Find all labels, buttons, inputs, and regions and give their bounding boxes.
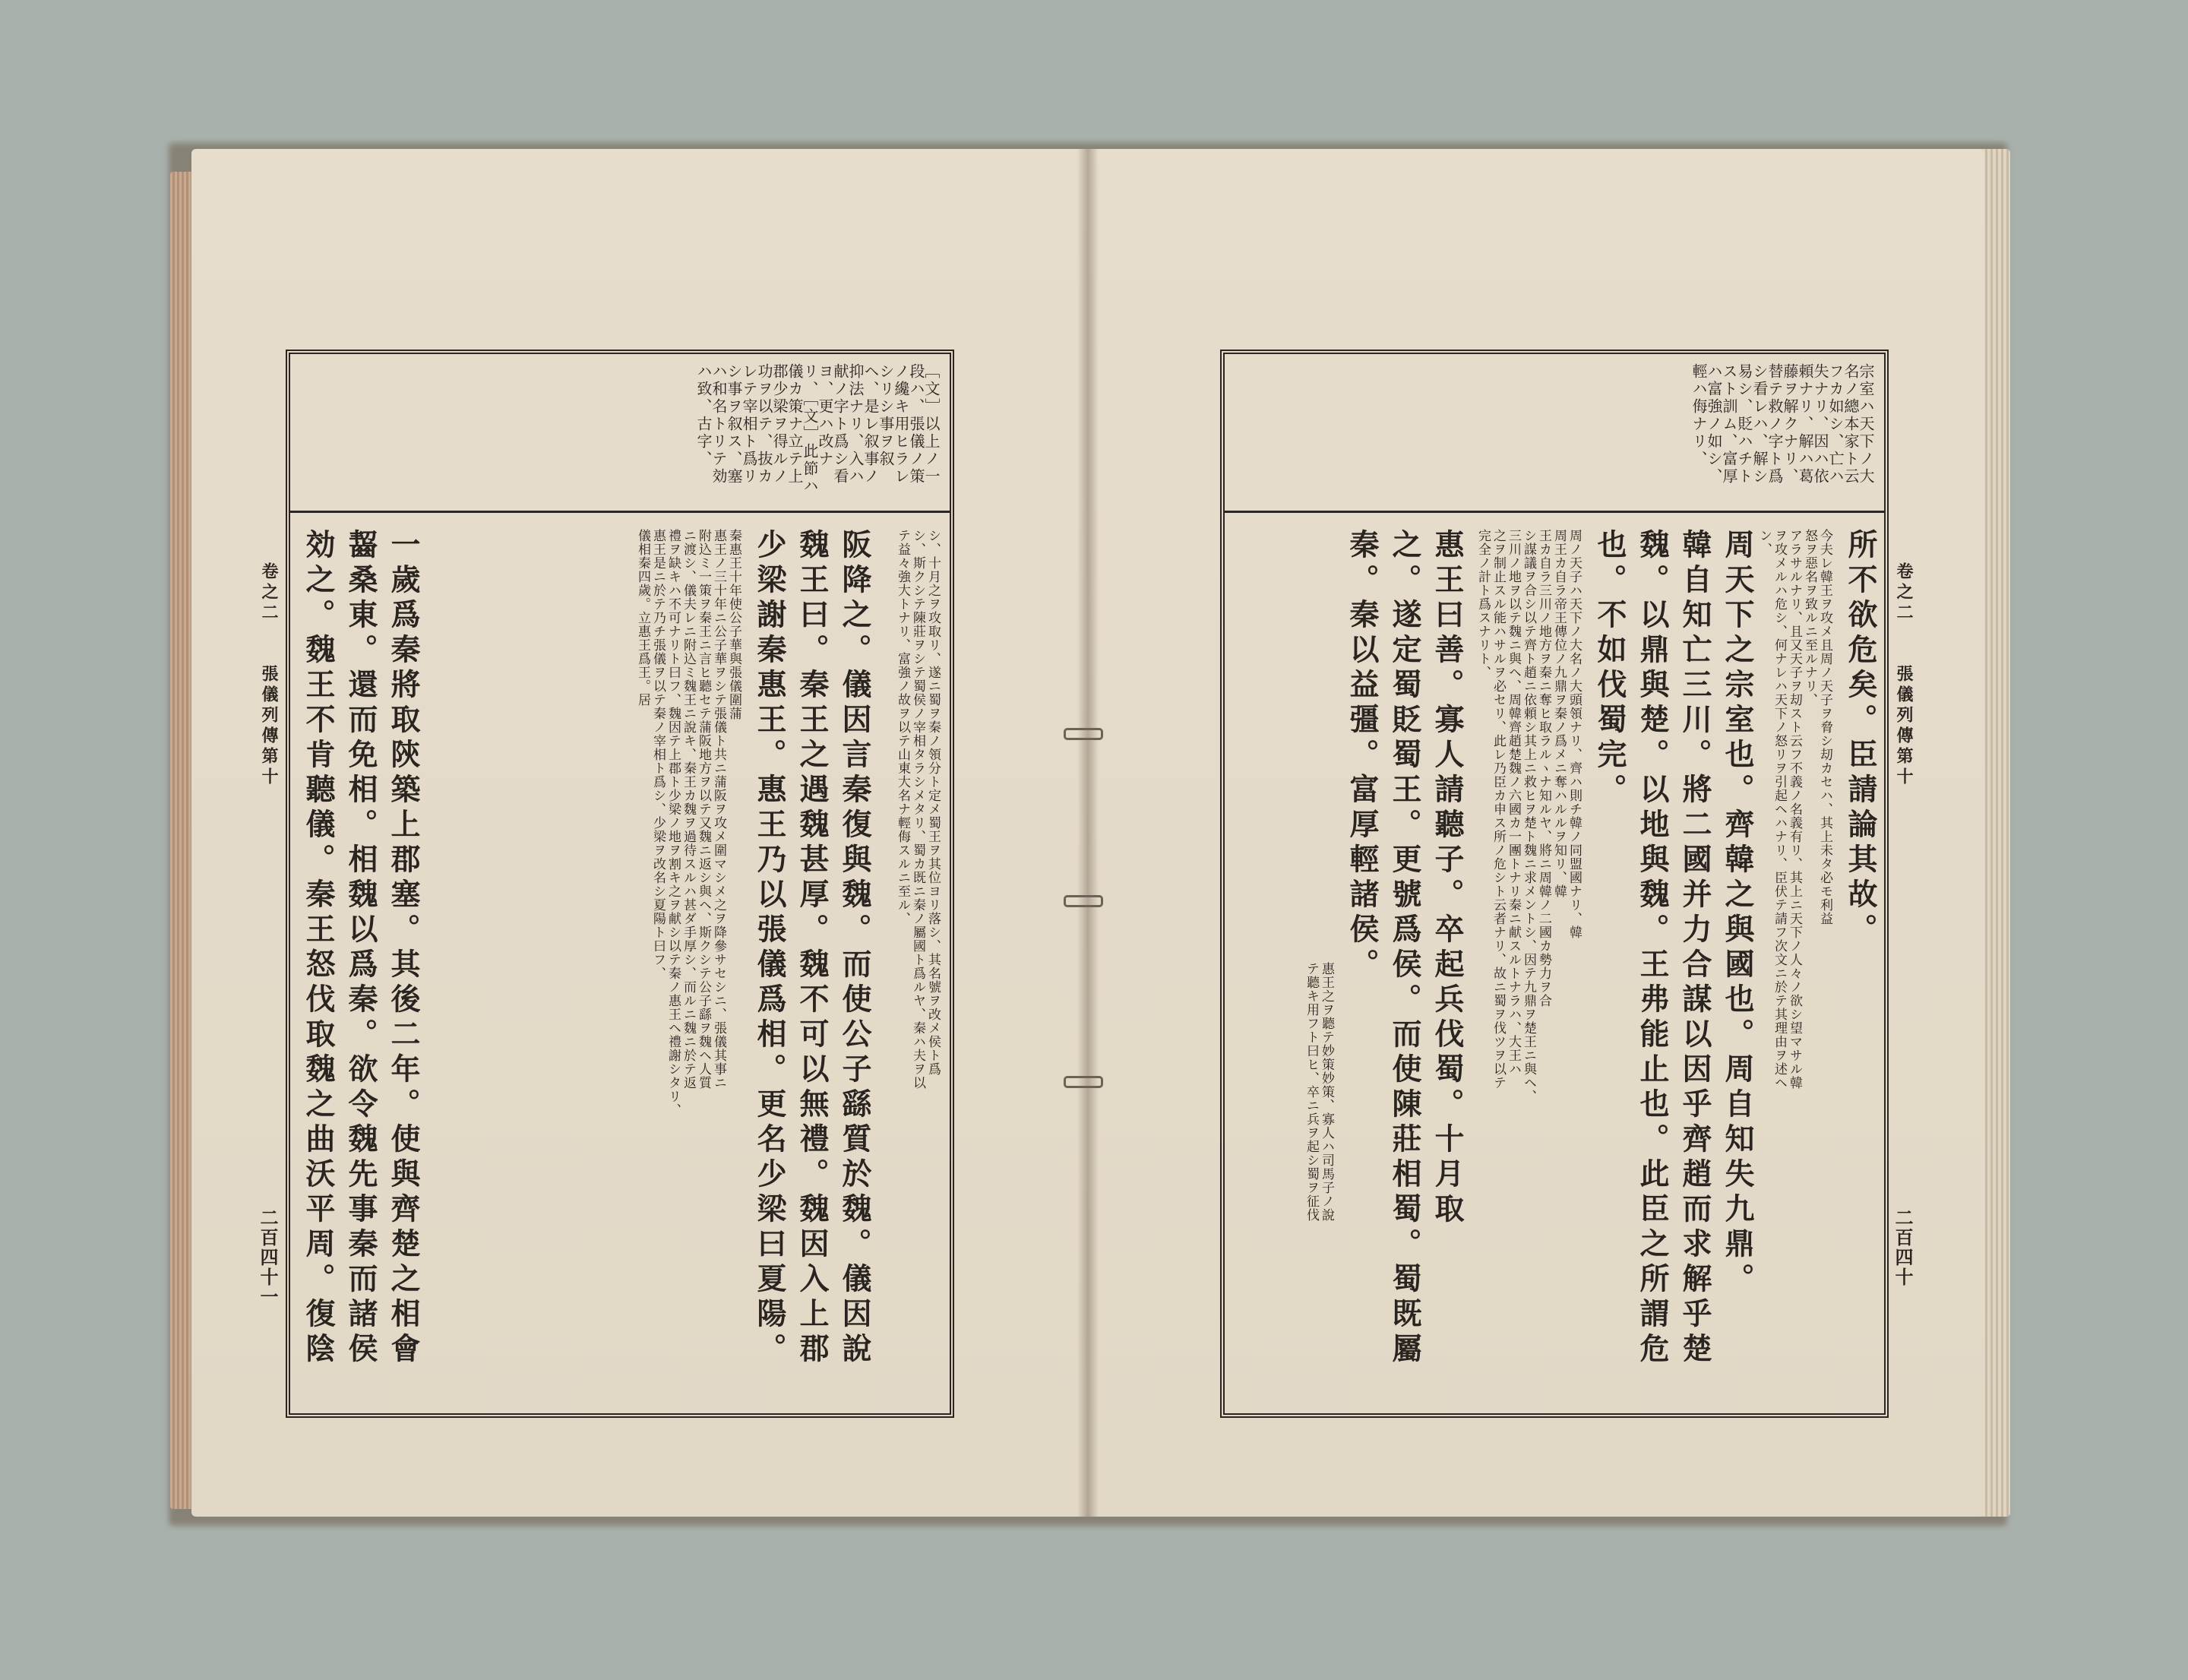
left-interlinear-notes-b: 秦惠王十年使公子華與張儀圍蒲 惠王ノ三十年ニ公子華ヲシテ張儀ト共ニ蒲阪ヲ攻メ圍マシメ之ヲ降參サセシニ、張儀其事ニ 附込ミ一策ヲ秦王ニ言ヒ聽セテ蒲阪地方ヲ以テ又魏ニ返シ與ヘ、斯クシテ公子繇ヲ魏ヘ人質 ニ渡シ、儀夫レニ附込ミ魏王ニ說キ、秦王カ魏ヲ過待スルハ甚ダ手厚シ、而ルニ魏ニ於テ返 禮ヲ缺キハ不可ナリト曰フ、魏因テ上郡ト少梁ノ地ヲ割キ之ヲ献シ以テ秦ノ惠王ヘ禮謝シタリ、 惠王是ニ於テ乃チ張儀ヲ以テ秦ノ宰相ト爲シ、少梁ヲ改名シ夏陽ト曰フ、 儀相秦四歲。立惠王爲王。居 — [635, 529, 741, 1117]
text-column: 阪降之。儀因言秦復與魏。而使公子繇質於魏。儀因說 — [837, 529, 872, 1368]
running-head: 卷之二 張儀列傳第十 — [259, 562, 279, 788]
right-interlinear-notes-a: 今夫レ韓王ヲ攻メ且周ノ天子ヲ脅シ刧カセハ、其上未タ必モ利益 怒ヲ惡名ヲ致ルニ至ルナリ、 アラサルナリ、且又天子ヲ刧スト云フ不義ノ名義有リ、其上ニ天下ノ人々ノ欲シ望マサル韓 ヲ攻メルハ危シ、何ナレハ天下ノ怒リヲ引起ヘハナリ、臣伏テ請フ次文ニ於テ其理由ヲ述ヘ ン、 — [1756, 529, 1832, 1090]
text-column: 秦。秦以益彊。富厚輕諸侯。 — [1345, 529, 1380, 983]
text-column: 魏。以鼎與楚。以地與魏。王弗能止也。此臣之所謂危 — [1635, 529, 1670, 1368]
left-text-frame — [286, 350, 954, 1418]
page-number: 二百四十一 — [257, 1208, 279, 1307]
page-number: 二百四十 — [1892, 1208, 1914, 1287]
left-interlinear-notes-a: シ、十月之ヲ攻取リ、遂ニ蜀ヲ秦ノ領分ト定メ蜀王ヲ其位ヨリ落シ、其名號ヲ改メ侯ト爲 シ、斯クシテ陳莊ヲシテ蜀侯ノ宰相タラシメタリ、蜀カ既ニ秦ノ屬國ト爲ルヤ、秦ハ夫ヲ以 テ益々強大トナリ、富強ノ故ヲ以テ山東大名ナ輕侮スルニ至ル、 — [895, 529, 941, 1090]
headnote-separator — [290, 511, 950, 513]
book-gutter — [1077, 149, 1099, 1517]
running-head: 卷之二 張儀列傳第十 — [1894, 562, 1914, 788]
text-column: 所不欲危矣。臣請論其故。 — [1843, 529, 1878, 948]
text-column: 韓自知亡三川。將二國并力合謀以因乎齊趙而求解乎楚 — [1677, 529, 1712, 1368]
headnote-separator — [1225, 511, 1884, 513]
text-column: 少梁謝秦惠王。惠王乃以張儀爲相。更名少梁曰夏陽。 — [752, 529, 787, 1368]
text-column: 之。遂定蜀貶蜀王。更號爲侯。而使陳莊相蜀。蜀既屬 — [1387, 529, 1422, 1368]
text-column: 魏王曰。秦王之遇魏甚厚。魏不可以無禮。魏因入上郡 — [795, 529, 830, 1368]
right-interlinear-notes-c: 惠王之ヲ聽テ妙策妙策、寡人ハ司馬子ノ說 テ聽キ用フト曰ヒ、卒ニ兵ヲ起シ蜀ヲ征伐 — [1304, 962, 1334, 1222]
binding-stitch — [1064, 1076, 1103, 1088]
binding-stitch — [1064, 728, 1103, 740]
binding-stitch — [1064, 895, 1103, 907]
text-column: 也。不如伐蜀完。 — [1592, 529, 1627, 808]
right-headnotes: 宗室ハ天下ノ大名ノ總本家ト云フカ如シ、亡ハ失ナリ、因ハ依頼ナリ、解ハ葛藤ヲ解クナリ、替テ救ノ字ト爲シ看レハ、解シ易シ、貶ハチトスト訓ム、富厚ハ富強ノ如シ、輕ハ侮ナリ、 — [1690, 363, 1875, 486]
text-column: 一歲爲秦將取陝築上郡塞。其後二年。使與齊楚之相會 — [386, 529, 421, 1368]
right-interlinear-notes-b: 周ノ天子ハ天下ノ大名ノ大頭領ナリ、齊ハ則チ韓ノ同盟國ナリ、韓 周王カ自ラ帝王傳位ノ九鼎ヲ秦ノ爲メニ奪ハルルヲ知リ、韓 王カ自ラ三川ノ地方ヲ秦ニ奪ヒ取ラルヽナ知ルヤ、將ニ周韓ノ二國カ勢力ヲ合 シ謀議ヲ合シ以テ齊ト趙ニ依頼シ其上ニ救ヒヲ楚ト魏ニ求メントシ、因テ九鼎ヲ楚王ニ與ヘ、 三川ノ地ヲ以テ魏ニ與ヘ、周韓齊趙楚魏ノ六國カ一團トナリ秦ニ献スルトナラハ、大王ハ 之ヲ制止スル能ハサルヲ必セリ、此レ乃臣カ申ス所ノ危シト云者ナリ、故ニ蜀ヲ伐ツヲ以テ 完全ノ計ト爲スナリト、 — [1475, 529, 1582, 1103]
text-column: 効之。魏王不肯聽儀。秦王怒伐取魏之曲沃平周。復陰 — [301, 529, 336, 1368]
text-column: 齧桑東。還而免相。相魏以爲秦。欲令魏先事秦而諸侯 — [343, 529, 378, 1368]
left-headnotes: ［文］以上ノ一段ハ、張儀ノ策ノ纔キ用ヒラレシリシ事ヲ叙ヘ、是レ叙事ノ抑法ナリ、入ハ献ノ字ト爲シ看ヨ、更ハ改ナリ、［文］此節ハ儀カ策ナ立テ上郡少梁ヲ得ルノ功ヲ以テ、抜カレテ宰相ト爲リシ事ヲ叙ス、塞ハ和名トリテ効ハ致、古字、 — [694, 363, 941, 495]
text-column: 惠王曰善。寡人請聽子。卒起兵伐蜀。十月取 — [1430, 529, 1465, 1228]
right-text-frame — [1220, 350, 1889, 1418]
text-column: 周天下之宗室也。齊韓之與國也。周自知失九鼎。 — [1720, 529, 1755, 1298]
